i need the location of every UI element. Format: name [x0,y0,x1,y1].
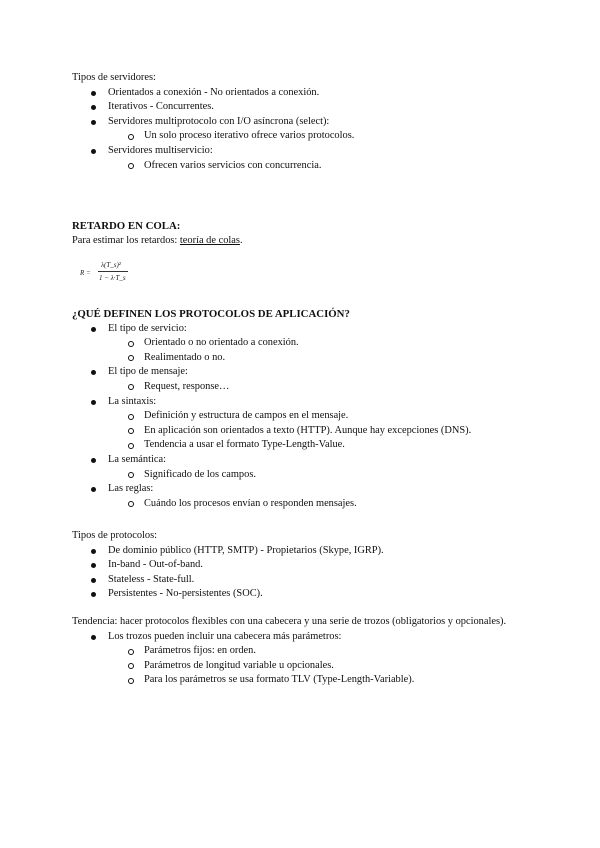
servers-section [72,71,542,173]
formula-denominator: 1 − λ·T_s [99,274,126,282]
list-item [72,86,542,101]
sublist [72,336,542,365]
list-item-text: La sintaxis: [108,395,157,407]
queue-delay-section [72,219,542,248]
sublist-container [72,336,542,365]
sublist-item: Request, response… [72,380,542,395]
app-protocols-heading: ¿QUÉ DEFINEN LOS PROTOCOLOS DE APLICACIÓN? [72,308,350,320]
sublist-container [72,129,542,144]
sublist-container [72,468,542,483]
sublist [72,129,542,144]
list-item-text: Iterativos - Concurrentes. [108,101,214,113]
queue-delay-intro [72,234,542,249]
app-protocols-section [72,307,542,511]
formula-lhs: R = [80,269,91,277]
sublist [72,497,542,512]
protocol-types-list [72,544,542,602]
protocol-types-section [72,529,542,602]
sublist [72,380,542,395]
list-item [72,144,542,159]
list-item [72,115,542,130]
sublist-item: Parámetros de longitud variable u opcionales. [72,659,512,674]
formula-numerator: λ(T_s)² [101,261,121,269]
list-item-text: Stateless - State-full. [108,573,195,585]
sublist-container [72,409,542,453]
sublist-item: Definición y estructura de campos en el mensaje. [72,409,542,424]
list-item [72,395,542,410]
servers-list [72,86,542,174]
trend-list [72,630,512,688]
list-item [72,100,542,115]
sublist-item: Cuándo los procesos envían o responden mensajes. [72,497,542,512]
list-item-text: Orientados a conexión - No orientados a conexión. [108,86,320,98]
list-item [72,573,542,588]
sublist [72,468,542,483]
list-item-text: Servidores multiservicio: [108,144,213,156]
sublist-item: Para los parámetros se usa formato TLV (Type-Length-Variable). [72,673,512,688]
sublist [72,644,512,688]
trend-section [72,615,512,688]
sublist-item: Realimentado o no. [72,351,542,366]
queue-delay-heading: RETARDO EN COLA: [72,220,181,232]
list-item [72,365,542,380]
list-item [72,544,542,559]
sublist-item: Parámetros fijos: en orden. [72,644,512,659]
sublist [72,409,542,453]
list-item-text: La semántica: [108,453,166,465]
list-item-text: De dominio público (HTTP, SMTP) - Propietarios (Skype, IGRP). [108,544,384,556]
list-item-text: Los trozos pueden incluir una cabecera más parámetros: [108,630,342,642]
list-item-text: El tipo de servicio: [108,322,187,334]
protocol-types-title: Tipos de protocolos: [72,530,158,541]
list-item-text: Servidores multiprotocolo con I/O asíncrona (select): [108,115,330,127]
queue-theory-link[interactable]: teoría de colas [179,234,240,246]
sublist-item: Orientado o no orientado a conexión. [72,336,542,351]
app-protocols-list [72,322,542,512]
intro-suffix: . [239,234,243,246]
sublist-item: Tendencia a usar el formato Type-Length-Value. [72,438,542,453]
sublist-item: Significado de los campos. [72,468,542,483]
formula-fraction-bar [98,271,128,272]
sublist-item: Ofrecen varios servicios con concurrencia. [72,159,542,174]
list-item [72,587,542,602]
list-item-text: In-band - Out-of-band. [108,559,203,571]
list-item-text: Persistentes - No-persistentes (SOC). [108,588,263,600]
trend-paragraph: Tendencia: hacer protocolos flexibles con una cabecera y una serie de trozos (obligatorios y opcionales). [72,616,507,627]
list-item [72,322,542,337]
sublist [72,159,542,174]
list-item-text: El tipo de mensaje: [108,366,188,378]
sublist-container [72,644,512,688]
intro-prefix: Para estimar los retardos: [72,234,180,246]
sublist-item: Un solo proceso iterativo ofrece varios protocolos. [72,129,542,144]
list-item [72,482,542,497]
list-item [72,630,512,645]
list-item [72,453,542,468]
sublist-item: En aplicación son orientados a texto (HTTP). Aunque hay excepciones (DNS). [72,424,542,439]
list-item-text: Las reglas: [108,483,154,495]
servers-title: Tipos de servidores: [72,72,156,83]
sublist-container [72,497,542,512]
sublist-container [72,159,542,174]
sublist-container [72,380,542,395]
queue-delay-formula [80,259,140,289]
list-item [72,558,542,573]
